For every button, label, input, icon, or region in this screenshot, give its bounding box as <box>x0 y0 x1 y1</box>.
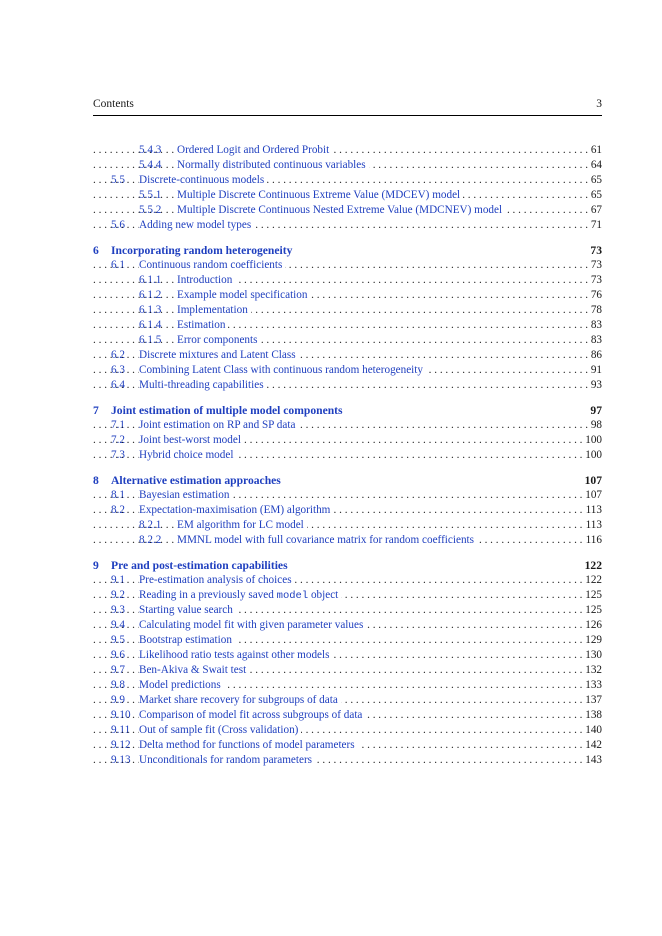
toc-number: 5.4.3 <box>139 144 162 156</box>
toc-entry[interactable] <box>93 158 602 173</box>
toc-title-link[interactable]: Example model specification <box>177 288 310 303</box>
toc-title-link[interactable]: Out of sample fit (Cross validation) <box>139 723 301 738</box>
toc-title-link[interactable]: Starting value search <box>139 603 236 618</box>
toc-entry[interactable] <box>93 633 602 648</box>
toc-title-link[interactable]: Market share recovery for subgroups of data <box>139 693 341 708</box>
toc-title-link[interactable]: Error components <box>177 333 260 348</box>
toc-number: 8.2.2 <box>139 534 162 546</box>
toc-title-link[interactable]: Incorporating random heterogeneity <box>111 243 295 258</box>
toc-number: 6.2 <box>111 349 125 361</box>
toc-entry[interactable] <box>93 708 602 723</box>
toc-page-number: 125 <box>582 603 602 618</box>
toc-title-link[interactable]: Combining Latent Class with continuous random heterogeneity <box>139 363 426 378</box>
toc-title-link[interactable]: Pre and post-estimation capabilities <box>111 558 291 573</box>
toc-entry[interactable] <box>93 433 602 448</box>
toc-page-number: 83 <box>588 333 602 348</box>
toc-number: 9.10 <box>111 709 131 721</box>
toc-title-link[interactable]: Multiple Discrete Continuous Extreme Value (MDCEV) model <box>177 188 463 203</box>
toc-dot-leader <box>93 303 602 318</box>
toc-number: 6.1.3 <box>139 304 162 316</box>
toc-title-link[interactable]: Normally distributed continuous variables <box>177 158 369 173</box>
toc-number: 9.4 <box>111 619 125 631</box>
toc-title-link[interactable] <box>139 588 341 604</box>
toc-number: 8 <box>93 474 99 487</box>
toc-title-link[interactable]: Multi-threading capabilities <box>139 378 267 393</box>
toc-page-number: 93 <box>588 378 602 393</box>
toc-title-link[interactable]: Joint best-worst model <box>139 433 244 448</box>
toc-entry[interactable] <box>93 303 602 318</box>
toc-page-number: 65 <box>588 188 602 203</box>
toc-page-number: 98 <box>588 418 602 433</box>
toc-entry[interactable] <box>93 418 602 433</box>
toc-number: 8.1 <box>111 489 125 501</box>
toc-page-number: 61 <box>588 143 602 158</box>
toc-entry[interactable] <box>93 143 602 158</box>
toc-page-number: 100 <box>582 433 602 448</box>
toc-page-number: 100 <box>582 448 602 463</box>
toc-entry[interactable] <box>93 503 602 518</box>
toc-number: 8.2.1 <box>139 519 162 531</box>
toc-page-number: 73 <box>588 273 602 288</box>
toc-entry[interactable] <box>93 618 602 633</box>
toc-title-link[interactable]: Joint estimation on RP and SP data <box>139 418 298 433</box>
toc-page-number: 113 <box>583 518 602 533</box>
toc-title-link[interactable]: Ben-Akiva & Swait test <box>139 663 249 678</box>
toc-number: 6.1.4 <box>139 319 162 331</box>
toc-entry[interactable] <box>93 723 602 738</box>
toc-number: 9.5 <box>111 634 125 646</box>
toc-title-link[interactable]: EM algorithm for LC model <box>177 518 307 533</box>
toc-title-link[interactable]: MMNL model with full covariance matrix for random coefficients <box>177 533 477 548</box>
toc-title-part: object <box>308 589 339 601</box>
toc-title-link[interactable]: Expectation-maximisation (EM) algorithm <box>139 503 333 518</box>
toc-entry[interactable] <box>93 218 602 233</box>
toc-entry[interactable] <box>93 738 602 753</box>
toc-number: 6 <box>93 244 99 257</box>
toc-number: 6.1.1 <box>139 274 162 286</box>
toc-page-number: 142 <box>582 738 602 753</box>
toc-title-link[interactable]: Estimation <box>177 318 228 333</box>
toc-entry[interactable] <box>93 588 602 603</box>
toc-entry[interactable] <box>93 363 602 378</box>
toc-number: 5.5.2 <box>139 204 162 216</box>
toc-number: 7.3 <box>111 449 125 461</box>
toc-title-code: model <box>276 590 309 602</box>
toc-entry[interactable] <box>93 488 602 503</box>
toc-page-number: 122 <box>582 573 602 588</box>
header-page-number: 3 <box>596 98 602 110</box>
toc-page-number: 133 <box>582 678 602 693</box>
toc-page-number: 140 <box>582 723 602 738</box>
toc-title-link[interactable]: Multiple Discrete Continuous Nested Extreme Value (MDCNEV) model <box>177 203 505 218</box>
toc-title-link[interactable]: Delta method for functions of model parameters <box>139 738 358 753</box>
toc-page-number: 129 <box>582 633 602 648</box>
toc-title-link[interactable]: Ordered Logit and Ordered Probit <box>177 143 332 158</box>
toc-page-number: 73 <box>588 258 602 273</box>
toc-number: 6.1.5 <box>139 334 162 346</box>
toc-entry[interactable] <box>93 693 602 708</box>
toc-page-number: 64 <box>588 158 602 173</box>
toc-entry[interactable] <box>93 288 602 303</box>
toc-page-number: 86 <box>588 348 602 363</box>
toc-title-link[interactable]: Pre-estimation analysis of choices <box>139 573 295 588</box>
toc-title-link[interactable]: Calculating model fit with given parameter values <box>139 618 366 633</box>
toc-page-number: 126 <box>582 618 602 633</box>
toc-number: 7 <box>93 404 99 417</box>
toc-number: 9.3 <box>111 604 125 616</box>
toc-number: 9.8 <box>111 679 125 691</box>
toc-number: 9.7 <box>111 664 125 676</box>
toc-number: 5.4.4 <box>139 159 162 171</box>
toc-entry[interactable] <box>93 258 602 273</box>
toc-page-number: 83 <box>588 318 602 333</box>
toc-page-number: 97 <box>587 403 602 418</box>
toc-title-link[interactable]: Hybrid choice model <box>139 448 236 463</box>
toc-number: 9.12 <box>111 739 131 751</box>
toc-dot-leader <box>93 518 602 533</box>
toc-title-link[interactable]: Adding new model types <box>139 218 254 233</box>
toc-number: 6.4 <box>111 379 125 391</box>
toc-number: 9.2 <box>111 589 125 601</box>
toc-entry[interactable] <box>93 533 602 548</box>
toc-page-number: 67 <box>588 203 602 218</box>
toc-entry[interactable] <box>93 603 602 618</box>
toc-number: 9 <box>93 559 99 572</box>
toc-title-link[interactable]: Joint estimation of multiple model components <box>111 403 346 418</box>
toc-title-link[interactable]: Bayesian estimation <box>139 488 232 503</box>
toc-entry[interactable] <box>93 753 602 768</box>
toc-entry[interactable] <box>93 333 602 348</box>
toc-page-number: 143 <box>582 753 602 768</box>
toc-page-number: 78 <box>588 303 602 318</box>
toc-page-number: 113 <box>583 503 602 518</box>
toc-chapter[interactable] <box>93 243 602 258</box>
toc-title-link[interactable]: Continuous random coefficients <box>139 258 285 273</box>
toc-dot-leader <box>93 288 602 303</box>
toc-entry[interactable] <box>93 378 602 393</box>
toc-number: 9.13 <box>111 754 131 766</box>
toc-title-link[interactable]: Bootstrap estimation <box>139 633 235 648</box>
table-of-contents <box>93 0 602 936</box>
toc-number: 9.1 <box>111 574 125 586</box>
toc-entry[interactable] <box>93 573 602 588</box>
toc-entry[interactable] <box>93 518 602 533</box>
toc-dot-leader <box>93 273 602 288</box>
toc-chapter[interactable] <box>93 473 602 488</box>
toc-title-part: Reading in a previously saved <box>139 589 277 601</box>
toc-page-number: 130 <box>582 648 602 663</box>
toc-number: 6.3 <box>111 364 125 376</box>
toc-entry[interactable] <box>93 318 602 333</box>
toc-number: 6.1.2 <box>139 289 162 301</box>
toc-page-number: 107 <box>582 473 602 488</box>
toc-page-number: 122 <box>582 558 602 573</box>
toc-title-link[interactable]: Implementation <box>177 303 251 318</box>
toc-number: 5.5.1 <box>139 189 162 201</box>
toc-title-link[interactable]: Model predictions <box>139 678 224 693</box>
toc-page-number: 137 <box>582 693 602 708</box>
toc-page-number: 116 <box>583 533 602 548</box>
toc-title-link[interactable]: Introduction <box>177 273 235 288</box>
toc-page-number: 65 <box>588 173 602 188</box>
toc-entry[interactable] <box>93 648 602 663</box>
toc-entry[interactable] <box>93 663 602 678</box>
toc-chapter[interactable] <box>93 403 602 418</box>
header-title: Contents <box>93 98 134 110</box>
toc-title-link[interactable]: Discrete mixtures and Latent Class <box>139 348 299 363</box>
toc-number: 8.2 <box>111 504 125 516</box>
toc-number: 5.5 <box>111 174 125 186</box>
toc-title-link[interactable]: Discrete-continuous models <box>139 173 267 188</box>
toc-entry[interactable] <box>93 273 602 288</box>
toc-page-number: 107 <box>582 488 602 503</box>
toc-number: 5.6 <box>111 219 125 231</box>
toc-number: 7.2 <box>111 434 125 446</box>
toc-entry[interactable] <box>93 348 602 363</box>
toc-title-link[interactable]: Unconditionals for random parameters <box>139 753 315 768</box>
toc-entry[interactable] <box>93 678 602 693</box>
toc-entry[interactable] <box>93 188 602 203</box>
toc-chapter[interactable] <box>93 558 602 573</box>
toc-number: 7.1 <box>111 419 125 431</box>
toc-page-number: 76 <box>588 288 602 303</box>
toc-number: 6.1 <box>111 259 125 271</box>
toc-title-link[interactable]: Comparison of model fit across subgroups of data <box>139 708 365 723</box>
toc-dot-leader <box>93 333 602 348</box>
toc-number: 9.9 <box>111 694 125 706</box>
toc-dot-leader <box>93 318 602 333</box>
toc-entry[interactable] <box>93 173 602 188</box>
toc-page-number: 125 <box>582 588 602 603</box>
toc-page-number: 73 <box>587 243 602 258</box>
toc-page-number: 132 <box>582 663 602 678</box>
toc-title-link[interactable]: Likelihood ratio tests against other models <box>139 648 332 663</box>
toc-number: 9.11 <box>111 724 131 736</box>
toc-entry[interactable] <box>93 448 602 463</box>
toc-page-number: 91 <box>588 363 602 378</box>
toc-number: 9.6 <box>111 649 125 661</box>
toc-page-number: 138 <box>582 708 602 723</box>
toc-dot-leader <box>93 143 602 158</box>
toc-page-number: 71 <box>588 218 602 233</box>
toc-title-link[interactable]: Alternative estimation approaches <box>111 473 284 488</box>
toc-entry[interactable] <box>93 203 602 218</box>
